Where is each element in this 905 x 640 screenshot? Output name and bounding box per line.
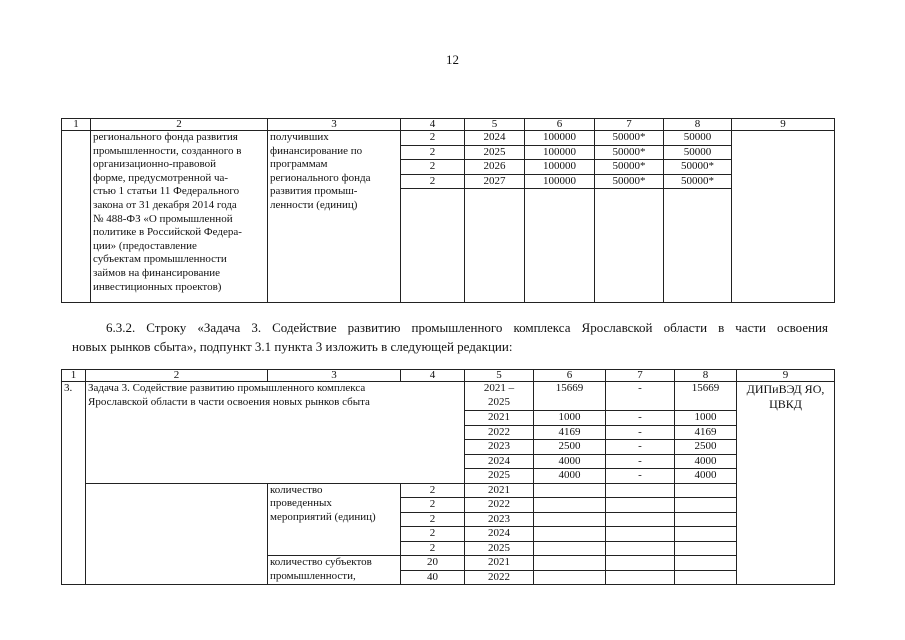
empty-cell [525,189,595,303]
empty-cell [675,527,737,542]
value-cell: 40 [401,570,465,585]
year-cell: 2022 [465,425,534,440]
empty-cell [606,498,675,513]
value-cell: 20 [401,556,465,571]
header-cell: 8 [664,119,732,131]
task-number: 3. [62,382,86,585]
value-cell: 2 [401,512,465,527]
year-cell: 2021 [465,556,534,571]
period-cell: 2021 – 2025 [465,382,534,411]
value-cell: 50000* [664,174,732,189]
value-cell: 2500 [675,440,737,455]
value-cell: 2 [401,174,465,189]
header-cell: 2 [91,119,268,131]
value-cell: 15669 [675,382,737,411]
value-cell: 4169 [675,425,737,440]
amendment-paragraph [72,318,828,356]
header-cell: 1 [62,119,91,131]
value-cell: 2 [401,131,465,146]
header-cell: 8 [675,370,737,382]
empty-cell [595,189,664,303]
value-cell: - [606,469,675,484]
empty-cell [534,570,606,585]
table-row [62,382,835,411]
empty-cell [534,527,606,542]
header-cell: 3 [268,119,401,131]
year-cell: 2023 [465,440,534,455]
year-cell: 2025 [465,469,534,484]
header-cell: 4 [401,370,465,382]
value-cell: 2 [401,160,465,175]
value-cell: 2 [401,498,465,513]
value-cell: 100000 [525,160,595,175]
empty-cell [675,541,737,556]
value-cell: 50000* [664,160,732,175]
value-cell: - [606,382,675,411]
value-cell: 2 [401,145,465,160]
header-cell: 5 [465,370,534,382]
value-cell: 4000 [675,469,737,484]
header-cell: 4 [401,119,465,131]
empty-cell [534,483,606,498]
year-cell: 2023 [465,512,534,527]
value-cell: 50000* [595,131,664,146]
empty-cell [534,541,606,556]
value-cell: 2500 [534,440,606,455]
task-description: Задача 3. Содействие развитию промышленного комплекса Ярославской области в части освоения новых рынков сбыта [86,382,465,484]
value-cell: 2 [401,483,465,498]
empty-cell [534,556,606,571]
header-cell: 7 [606,370,675,382]
header-cell: 3 [268,370,401,382]
empty-cell [534,512,606,527]
value-cell: 4000 [534,469,606,484]
empty-cell [732,131,835,303]
empty-cell [675,483,737,498]
table-task-3 [61,369,835,585]
value-cell: 1000 [675,411,737,426]
table-header-row [62,119,835,131]
empty-cell [606,570,675,585]
paragraph-line: 6.3.2. Строку «Задача 3. Содействие развитию промышленного комплекса Ярославской области в части освоения [106,320,828,335]
year-cell: 2021 [465,483,534,498]
year-cell: 2022 [465,570,534,585]
value-cell: 50000* [595,174,664,189]
value-cell: 50000 [664,145,732,160]
value-cell: 4000 [534,454,606,469]
empty-cell [86,483,268,585]
empty-cell [534,498,606,513]
executor-cell: ДИПиВЭД ЯО, ЦВКД [737,382,835,585]
empty-cell [606,541,675,556]
empty-cell [62,131,91,303]
empty-cell [675,570,737,585]
header-cell: 1 [62,370,86,382]
empty-cell [664,189,732,303]
table-row [62,483,835,498]
header-cell: 2 [86,370,268,382]
year-cell: 2027 [465,174,525,189]
year-cell: 2025 [465,541,534,556]
header-cell: 6 [534,370,606,382]
empty-cell [675,512,737,527]
value-cell: - [606,440,675,455]
table-row [62,131,835,146]
value-cell: - [606,425,675,440]
header-cell: 6 [525,119,595,131]
value-cell: 4000 [675,454,737,469]
value-cell: 100000 [525,131,595,146]
table-header-row [62,370,835,382]
empty-cell [606,512,675,527]
year-cell: 2024 [465,454,534,469]
year-cell: 2021 [465,411,534,426]
empty-cell [401,189,465,303]
value-cell: 2 [401,541,465,556]
year-cell: 2024 [465,527,534,542]
indicator-description: количество субъектов промышленности, [268,556,401,585]
empty-cell [606,527,675,542]
header-cell: 9 [737,370,835,382]
empty-cell [675,498,737,513]
year-cell: 2026 [465,160,525,175]
value-cell: 4169 [534,425,606,440]
value-cell: 50000 [664,131,732,146]
empty-cell [675,556,737,571]
value-cell: 50000* [595,145,664,160]
value-cell: - [606,411,675,426]
year-cell: 2022 [465,498,534,513]
empty-cell [606,483,675,498]
year-cell: 2024 [465,131,525,146]
value-cell: 100000 [525,145,595,160]
header-cell: 5 [465,119,525,131]
indicator-description: количество проведенных мероприятий (единиц) [268,483,401,556]
value-cell: - [606,454,675,469]
value-cell: 50000* [595,160,664,175]
value-cell: 2 [401,527,465,542]
header-cell: 7 [595,119,664,131]
value-cell: 15669 [534,382,606,411]
table-continuation [61,118,835,303]
empty-cell [606,556,675,571]
header-cell: 9 [732,119,835,131]
year-cell: 2025 [465,145,525,160]
page-number: 12 [446,52,459,67]
paragraph-line: новых рынков сбыта», подпункт 3.1 пункта 3 изложить в следующей редакции: [72,339,513,354]
value-cell: 1000 [534,411,606,426]
indicator-description: получивших финансирование по программам регионального фонда развития промыш- ленности (единиц) [268,131,401,303]
event-description: регионального фонда развития промышленности, созданного в организационно-правовой форме, предусмотренной ча- стью 1 статьи 11 Федерального закона от 31 декабря 2014 года № 488-ФЗ «О промышленной политике в Российской Федера- ции» (предоставление субъектам промышленности займов на финансирование инвестиционных проектов) [91,131,268,303]
empty-cell [465,189,525,303]
value-cell: 100000 [525,174,595,189]
